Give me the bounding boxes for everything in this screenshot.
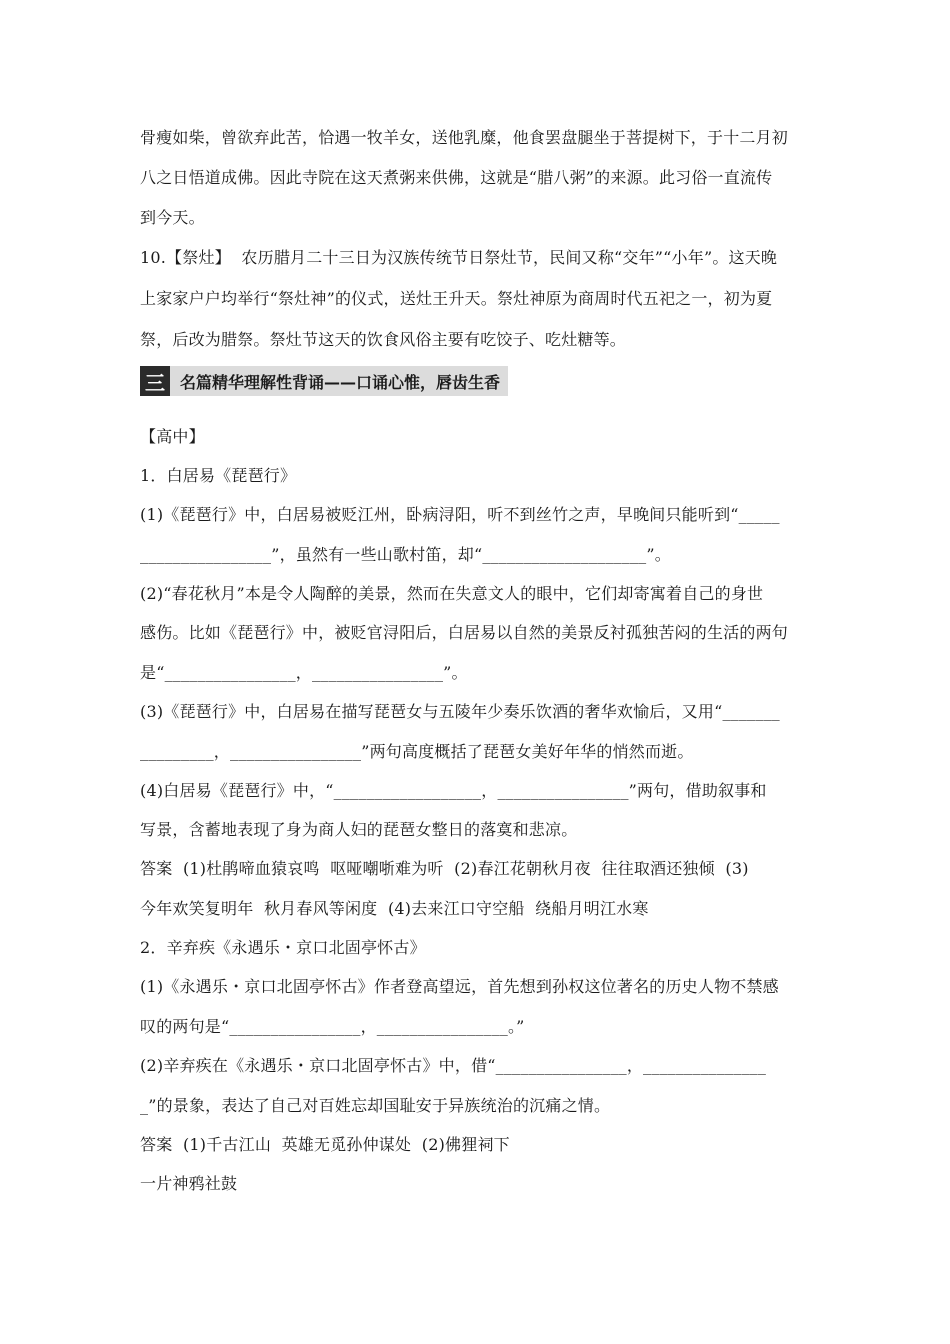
- section-header: [140, 366, 508, 396]
- text-line: 骨瘦如柴，曾欲弃此苦，恰遇一牧羊女，送他乳糜，他食罢盘腿坐于菩提树下，于十二月初: [140, 128, 789, 147]
- question-heading: 2．辛弃疾《永遇乐・京口北固亭怀古》: [140, 938, 426, 957]
- text-line: 八之日悟道成佛。因此寺院在这天煮粥来供佛，这就是“腊八粥”的来源。此习俗一直流传: [140, 168, 773, 187]
- answer-line: 答案 (1)千古江山 英雄无觅孙仲谋处 (2)佛狸祠下: [140, 1135, 510, 1154]
- text-line: 叹的两句是“________________，________________。”: [140, 1017, 525, 1036]
- question-heading: 1．白居易《琵琶行》: [140, 466, 297, 485]
- text-line: (1)《琵琶行》中，白居易被贬江州，卧病浔阳，听不到丝竹之声，早晚间只能听到“_____: [140, 505, 780, 524]
- text-line: 祭，后改为腊祭。祭灶节这天的饮食风俗主要有吃饺子、吃灶糖等。: [140, 330, 627, 349]
- text-line: 到今天。: [140, 208, 205, 227]
- text-line: _________，________________”两句高度概括了琵琶女美好年华的悄然而逝。: [140, 742, 694, 761]
- section-number: 三: [140, 366, 170, 396]
- text-line: 上家家户户均举行“祭灶神”的仪式，送灶王升天。祭灶神原为商周时代五祀之一，初为夏: [140, 289, 773, 308]
- text-line: (2)“春花秋月”本是令人陶醉的美景，然而在失意文人的眼中，它们却寄寓着自己的身世: [140, 584, 764, 603]
- answer-line: 一片神鸦社鼓: [140, 1174, 238, 1193]
- text-line: ________________”，虽然有一些山歌村笛，却“____________________”。: [140, 545, 671, 564]
- text-line: 10.【祭灶】 农历腊月二十三日为汉族传统节日祭灶节，民间又称“交年”“小年”。这天晚: [140, 248, 778, 267]
- level-tag: 【高中】: [140, 427, 205, 446]
- text-line: 是“________________，________________”。: [140, 663, 468, 682]
- text-line: 写景，含蓄地表现了身为商人妇的琵琶女整日的落寞和悲凉。: [140, 820, 578, 839]
- text-line: (3)《琵琶行》中，白居易在描写琵琶女与五陵年少奏乐饮酒的奢华欢愉后，又用“_______: [140, 702, 780, 721]
- answer-line: 今年欢笑复明年 秋月春风等闲度 (4)去来江口守空船 绕船月明江水寒: [140, 899, 649, 918]
- answer-line: 答案 (1)杜鹃啼血猿哀鸣 呕哑嘲哳难为听 (2)春江花朝秋月夜 往往取酒还独倾 (3): [140, 859, 749, 878]
- text-line: _”的景象，表达了自己对百姓忘却国耻安于异族统治的沉痛之情。: [140, 1096, 611, 1115]
- text-line: (4)白居易《琵琶行》中，“__________________，________________”两句，借助叙事和: [140, 781, 767, 800]
- text-line: 感伤。比如《琵琶行》中，被贬官浔阳后，白居易以自然的美景反衬孤独苦闷的生活的两句: [140, 623, 789, 642]
- section-title: 名篇精华理解性背诵——口诵心惟，唇齿生香: [170, 366, 508, 396]
- text-line: (1)《永遇乐・京口北固亭怀古》作者登高望远，首先想到孙权这位著名的历史人物不禁感: [140, 977, 779, 996]
- text-line: (2)辛弃疾在《永遇乐・京口北固亭怀古》中，借“________________，_______________: [140, 1056, 767, 1075]
